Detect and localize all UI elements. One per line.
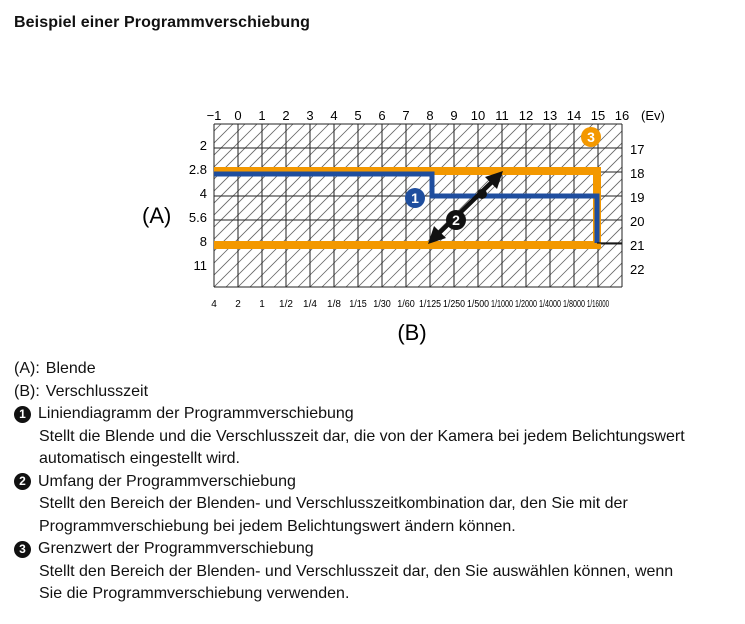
ev-right-label: 17 xyxy=(630,142,645,157)
legend-item-3-desc-2: Sie die Programmverschiebung verwenden. xyxy=(39,585,350,602)
ev-right-label: 19 xyxy=(630,190,645,205)
legend-a-key: (A): xyxy=(14,360,40,377)
marker-2 xyxy=(446,210,466,230)
shutter-label: 1/8 xyxy=(327,299,341,310)
aperture-label: 5.6 xyxy=(188,210,207,225)
ev-top-label: −1 xyxy=(206,108,222,123)
shutter-label: 1/16000 xyxy=(587,299,610,310)
shutter-label: 1/2 xyxy=(279,299,293,310)
legend-item-3 xyxy=(14,538,739,561)
ev-top-label: 16 xyxy=(614,108,630,123)
legend-item-1 xyxy=(14,403,739,426)
legend-b xyxy=(14,381,739,404)
aperture-label: 2 xyxy=(199,138,207,153)
legend-b-text: Verschlusszeit xyxy=(45,382,149,400)
legend-item-2-desc-1: Stellt den Bereich der Blenden- und Verschlusszeitkombination dar, den Sie mit der xyxy=(39,495,628,512)
legend-item-1-desc-2: automatisch eingestellt wird. xyxy=(39,450,240,467)
aperture-label: 8 xyxy=(199,234,207,249)
legend-item-2-badge: 2 xyxy=(14,473,31,490)
shutter-label: 1/8000 xyxy=(563,299,586,310)
ev-top-label: 4 xyxy=(330,108,338,123)
ev-top-label: 7 xyxy=(402,108,410,123)
shutter-label: 4 xyxy=(211,299,217,310)
shutter-label: 2 xyxy=(235,299,241,310)
legend-item-1-title: Liniendiagramm der Programmverschiebung xyxy=(38,405,354,422)
legend-item-3-desc-1: Stellt den Bereich der Blenden- und Verschlusszeit dar, den Sie auswählen können, wenn xyxy=(39,562,674,580)
legend-item-1-badge: 1 xyxy=(14,406,31,423)
shutter-label: 1 xyxy=(259,299,265,310)
legend-b-key: (B): xyxy=(14,382,40,400)
shutter-label: 1/30 xyxy=(373,299,392,310)
shutter-label: 1/125 xyxy=(419,299,442,310)
ev-top-label: 15 xyxy=(590,108,606,123)
ev-top-label: 13 xyxy=(542,108,558,123)
ev-top-label: 1 xyxy=(258,108,266,123)
shutter-label: 1/60 xyxy=(397,299,416,310)
svg-text:1: 1 xyxy=(411,190,419,206)
axis-b-label: (B) xyxy=(397,320,427,345)
shutter-scale xyxy=(211,299,609,310)
legend xyxy=(14,358,739,606)
ev-top-label: 9 xyxy=(450,108,458,123)
page-title: Beispiel einer Programmverschiebung xyxy=(14,14,311,31)
ev-top-label: 8 xyxy=(426,108,434,123)
ev-top-label: 0 xyxy=(234,108,242,123)
ev-top-label: 10 xyxy=(470,108,486,123)
axis-a-label: (A) xyxy=(142,203,172,228)
legend-item-1-desc-1: Stellt die Blende und die Verschlusszeit dar, die von der Kamera bei jedem Belichtungswert xyxy=(39,427,685,445)
legend-a-text: Blende xyxy=(45,360,96,377)
aperture-scale xyxy=(189,138,207,273)
ev-scale-top xyxy=(207,108,630,123)
shutter-label: 1/1000 xyxy=(491,299,514,310)
ev-top-label: 6 xyxy=(378,108,386,123)
ev-top-label: 5 xyxy=(354,108,362,123)
ev-top-label: 11 xyxy=(495,108,509,123)
marker-3 xyxy=(581,127,601,147)
ev-top-label: 3 xyxy=(306,108,314,123)
legend-item-2 xyxy=(14,471,739,494)
ev-right-label: 20 xyxy=(630,214,645,229)
shutter-label: 1/250 xyxy=(443,299,466,310)
marker-1 xyxy=(405,188,425,208)
ev-top-label: 12 xyxy=(518,108,534,123)
ev-top-label: 14 xyxy=(566,108,582,123)
ev-unit-label: (Ev) xyxy=(641,108,665,123)
shutter-label: 1/4 xyxy=(303,299,317,310)
shutter-label: 1/15 xyxy=(349,299,368,310)
ev-right-label: 21 xyxy=(630,238,645,253)
legend-item-3-badge: 3 xyxy=(14,541,31,558)
legend-item-2-desc-2: Programmverschiebung bei jedem Belichtungswert ändern können. xyxy=(39,517,516,535)
ev-right-label: 22 xyxy=(630,262,645,277)
legend-item-2-title: Umfang der Programmverschiebung xyxy=(38,472,296,490)
legend-a xyxy=(14,358,739,381)
svg-text:2: 2 xyxy=(452,212,460,228)
shutter-label: 1/500 xyxy=(467,299,490,310)
current-exposure-dot xyxy=(477,189,487,199)
svg-text:3: 3 xyxy=(587,129,595,145)
shutter-label: 1/2000 xyxy=(515,299,538,310)
shutter-label: 1/4000 xyxy=(539,299,562,310)
aperture-label: 11 xyxy=(193,258,207,273)
legend-item-3-title: Grenzwert der Programmverschiebung xyxy=(38,540,314,557)
ev-scale-right xyxy=(630,142,644,277)
aperture-label: 4 xyxy=(199,186,207,201)
aperture-label: 2.8 xyxy=(188,162,207,177)
ev-right-label: 18 xyxy=(630,166,645,181)
ev-top-label: 2 xyxy=(282,108,290,123)
